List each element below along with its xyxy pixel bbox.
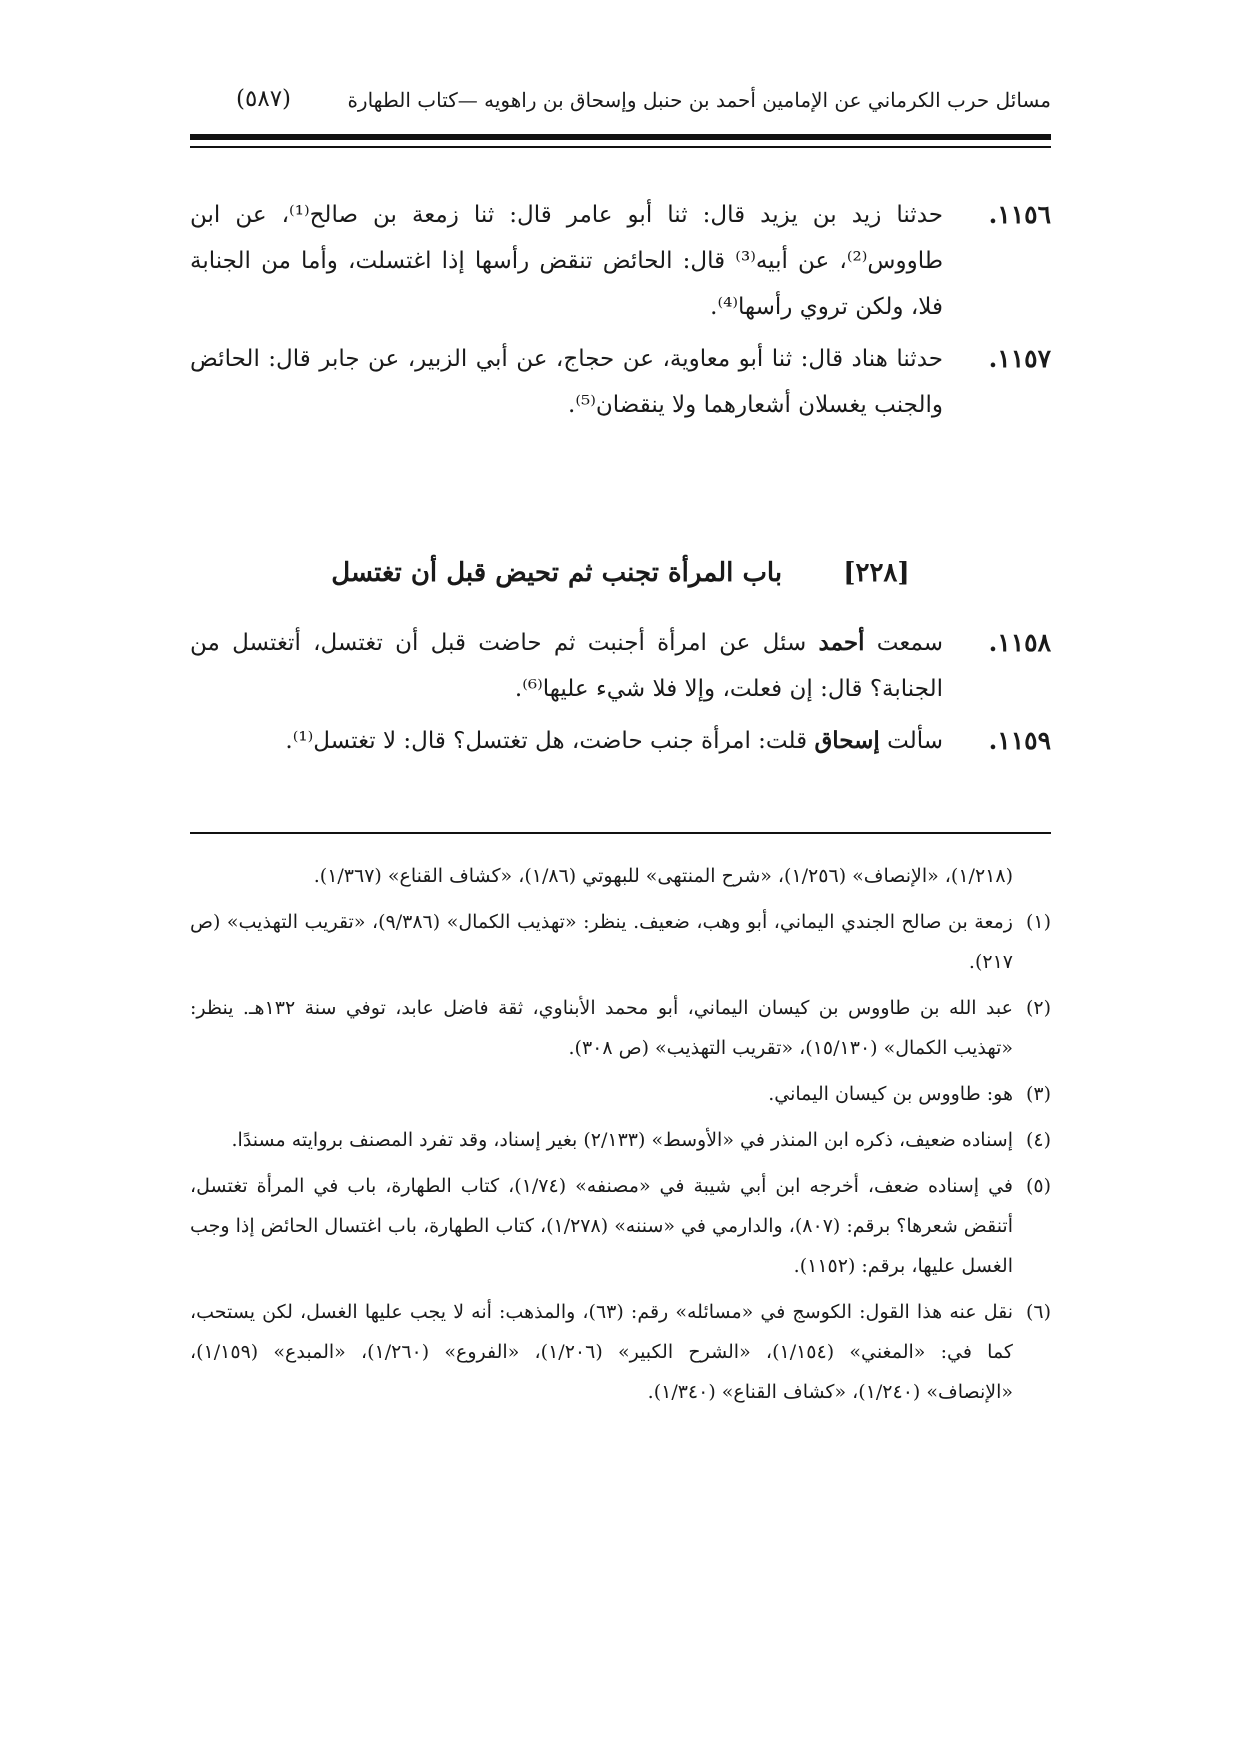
entry-text: حدثنا زيد بن يزيد قال: ثنا أبو عامر قال: ثنا زمعة بن صالح⁽¹⁾، عن ابن طاووس⁽²⁾، عن أبيه⁽³⁾ قال: الحائض تنقض رأسها إذا اغتسلت، وأما من الجنابة فلا، ولكن تروي رأسها⁽⁴⁾. [190,202,944,320]
footnote-continuation: (١/٢١٨)، «الإنصاف» (١/٢٥٦)، «شرح المنتهى» للبهوتي (١/٨٦)، «كشاف القناع» (١/٣٦٧). [313,865,1013,887]
chapter-number: [٢٢٨] [843,558,910,588]
footnote-text: في إسناده ضعف، أخرجه ابن أبي شيبة في «مصنفه» (١/٧٤)، كتاب الطهارة، باب في المرأة تغتسل، أتنقض شعرها؟ برقم: (٨٠٧)، والدارمي في «سننه» (١/٢٧٨)، كتاب الطهارة، باب اغتسال الحائض إذا وجب الغسل عليها، برقم: (١١٥٢). [190,1175,1013,1277]
footnote-2 [190,988,1051,1068]
footnote-5 [190,1166,1051,1286]
page-header [190,88,1051,128]
header-rule-thick [190,134,1051,140]
entry-bold-name: أحمد [818,629,865,656]
entry-number: ١١٥٨. [988,628,1051,657]
entry-text [190,620,943,712]
running-title: مسائل حرب الكرماني عن الإمامين أحمد بن حنبل وإسحاق بن راهويه —كتاب الطهارة [347,88,1051,112]
entry-number: ١١٥٦. [988,200,1051,229]
footnote-label: (٥) [1025,1175,1051,1197]
chapter-title: باب المرأة تجنب ثم تحيض قبل أن تغتسل [331,558,783,588]
footnote-label: (٤) [1025,1129,1051,1151]
footnote-text: هو: طاووس بن كيسان اليماني. [768,1083,1013,1105]
entry-1156 [190,192,1051,330]
chapter-heading [190,558,1051,608]
page-number: (٥٨٧) [236,86,292,112]
chapter-text [190,620,1051,764]
entry-text: حدثنا هناد قال: ثنا أبو معاوية، عن حجاج، عن أبي الزبير، عن جابر قال: الحائض والجنب يغسلان أشعارهما ولا ينقضان⁽⁵⁾. [190,346,943,418]
footnote-text: زمعة بن صالح الجندي اليماني، أبو وهب، ضعيف. ينظر: «تهذيب الكمال» (٩/٣٨٦)، «تقريب التهذيب» (ص ٢١٧). [190,911,1013,973]
footnote-text: إسناده ضعيف، ذكره ابن المنذر في «الأوسط» (٢/١٣٣) بغير إسناد، وقد تفرد المصنف بروايته مسندًا. [231,1129,1013,1151]
footnote-label: (٦) [1025,1301,1051,1323]
footnote-label: (١) [1025,911,1051,933]
footnote-label: (٣) [1025,1083,1051,1105]
footnote-text: عبد الله بن طاووس بن كيسان اليماني، أبو محمد الأبناوي، ثقة فاضل عابد، توفي سنة ١٣٢هـ. ينظر: «تهذيب الكمال» (١٥/١٣٠)، «تقريب التهذيب» (ص ٣٠٨). [190,997,1013,1059]
entry-body: قلت: امرأة جنب حاضت، هل تغتسل؟ قال: لا تغتسل⁽¹⁾. [285,728,808,754]
entry-bold-name: إسحاق [814,727,880,754]
footnote-4 [190,1120,1051,1160]
entry-number: ١١٥٩. [988,726,1051,755]
footnote-3 [190,1074,1051,1114]
header-rule-thin [190,146,1051,148]
entry-number: ١١٥٧. [988,344,1051,373]
footnote-label: (٢) [1025,997,1051,1019]
footnote-text: نقل عنه هذا القول: الكوسج في «مسائله» رقم: (٦٣)، والمذهب: أنه لا يجب عليها الغسل، لكن يستحب، كما في: «المغني» (١/١٥٤)، «الشرح الكبير» (١/٢٠٦)، «الفروع» (١/٢٦٠)، «المبدع» (١/١٥٩)، «الإنصاف» (١/٢٤٠)، «كشاف القناع» (١/٣٤٠). [190,1301,1013,1403]
footnotes [190,856,1051,1418]
entry-1158 [190,620,1051,712]
footnote-1 [190,902,1051,982]
entry-lead: سمعت [876,630,944,656]
footnote-6 [190,1292,1051,1412]
footnote-separator [190,832,1051,834]
main-text [190,192,1051,428]
entry-1157 [190,336,1051,428]
entry-text [190,718,943,764]
entry-1159 [190,718,1051,764]
entry-body: سئل عن امرأة أجنبت ثم حاضت قبل أن تغتسل، أتغتسل من الجنابة؟ قال: إن فعلت، وإلا فلا شيء عليها⁽⁶⁾. [190,630,943,702]
entry-lead: سألت [887,728,943,754]
